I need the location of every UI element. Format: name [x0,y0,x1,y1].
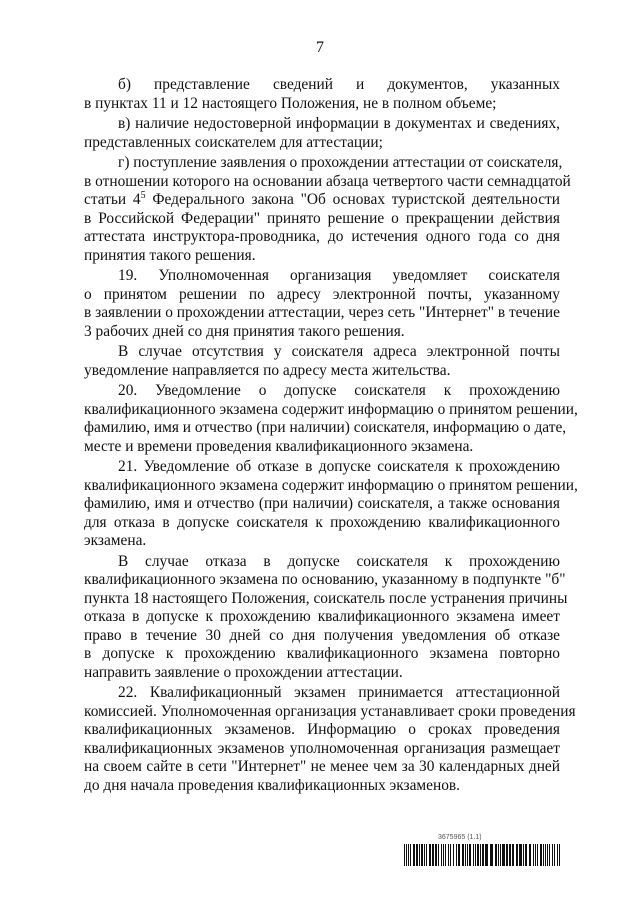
paragraph-19 [84,267,560,341]
barcode-caption: 3675965 (1.1) [438,834,482,841]
barcode-bar [552,844,553,866]
barcode-bar [506,844,508,866]
barcode-bar [537,844,538,866]
barcode-bar [432,844,434,866]
text-line: принятия такого решения. [84,246,256,264]
text-line: отказа в допуске к прохождению квалификационного экзамена имеет [84,608,560,625]
barcode-bar [540,844,542,866]
text-line: комиссией. Уполномоченная организация устанавливает сроки проведения [84,702,576,720]
paragraph-22 [84,684,576,795]
barcode-bar [500,844,501,866]
barcode-bar [462,844,464,866]
barcode-bar [453,844,454,866]
barcode-bar [467,844,468,866]
barcode-bar [529,844,531,866]
barcode-bar [557,844,558,866]
barcode-bar [445,844,446,866]
barcode-bar [416,844,418,866]
barcode-bar [410,844,411,866]
paragraph-19-part-2 [84,343,560,380]
barcode-bar [408,844,409,866]
barcode-bar [475,844,476,866]
text-line: пункта 18 настоящего Положения, соискатель после устранения причины [84,589,568,607]
barcode-bar [482,844,484,866]
text-line: б) представление сведений и документов, указанных [118,76,560,93]
text-line: квалификационных экзаменов. Информацию о сроках проведения [84,721,560,738]
text-line: фамилию, имя и отчество (при наличии) соискателя, информацию о дате, [84,419,567,436]
barcode-bar [498,844,499,866]
text-line: в пунктах 11 и 12 настоящего Положения, не в полном объеме; [84,94,497,112]
barcode-bar [547,844,548,866]
text-line: направить заявление о прохождении аттестации. [84,663,403,681]
barcode-bar [554,844,555,866]
paragraph-21-part-2 [84,552,568,683]
barcode-bar [485,844,488,866]
text-line: 3 рабочих дней со дня принятия такого решения. [84,322,405,340]
barcode-bar [458,844,460,866]
document-body [84,76,578,795]
barcode-bar [465,844,466,866]
paragraph-20 [84,382,578,456]
text-line: в допуске к прохождению квалификационного экзамена повторно [84,645,560,662]
text-line: квалификационного экзамена по основанию, указанному в подпункте "б" [84,571,566,588]
barcode-bar [533,844,534,866]
barcode-bar [519,844,522,866]
barcode-bar [512,844,514,866]
text-line: в отношении которого на основании абзаца четвертого части семнадцатой [84,172,571,190]
barcode-bar [456,844,457,866]
text-line: до дня начала проведения квалификационных экзаменов. [84,776,461,794]
barcode-image [404,844,560,866]
barcode-bar [426,844,427,866]
barcode-bar [543,844,544,866]
barcode-bar [435,844,437,866]
paragraph-21 [84,458,578,551]
text-line: право в течение 30 дней со дня получения уведомления об отказе [84,626,560,644]
text-line: в Российской Федерации" принято решение о прекращении действия [84,209,560,227]
barcode-bar [509,844,511,866]
text-line: квалификационных экзаменов уполномоченная организация размещает [84,739,560,757]
text-line: представленных соискателем для аттестации; [84,133,383,151]
barcode-bar [559,844,560,866]
barcode-bar [438,844,439,866]
text-line: уведомление направляется по адресу места жительства. [84,361,451,379]
barcode-bar [480,844,481,866]
text-line: на своем сайте в сети "Интернет" не менее чем за 30 календарных дней [84,758,560,775]
paragraph-item-v [84,115,560,152]
barcode-bar [441,844,442,866]
paragraph-item-g [84,154,571,265]
barcode-bar [413,844,415,866]
text-line-with-superscript [84,191,560,210]
barcode-bar [535,844,536,866]
barcode-bar [477,844,479,866]
text-line: фамилию, имя и отчество (при наличии) соискателя, а также основания [84,495,560,512]
text-line: 22. Квалификационный экзамен принимается аттестационной [118,684,560,701]
text-line: 20. Уведомление о допуске соискателя к прохождению [118,382,560,399]
text-line: 19. Уполномоченная организация уведомляет соискателя [118,267,560,284]
text-line: месте и времени проведения квалификационного экзамена. [84,437,474,455]
article-superscript: 5 [140,189,146,201]
barcode-bar [406,844,407,866]
text-line: о принятом решении по адресу электронной почты, указанному [84,285,560,303]
text-line: В случае отсутствия у соискателя адреса электронной почты [118,343,560,360]
text-line: для отказа в допуске соискателя к прохождению квалификационного [84,513,560,531]
text-line: в) наличие недостоверной информации в документах и сведениях, [118,115,560,132]
barcode-bar [502,844,505,866]
barcode-bar [490,844,493,866]
barcode-bar [424,844,425,866]
barcode-bar [469,844,471,866]
barcode-bar [473,844,474,866]
article-rest: Федерального закона "Об основах туристской деятельности [145,191,560,208]
text-line: в заявлении о прохождении аттестации, через сеть "Интернет" в течение [84,304,561,321]
barcode-bar [525,844,527,866]
text-line: аттестата инструктора-проводника, до истечения одного года со дня [84,228,560,245]
barcode-bar [523,844,524,866]
text-line: квалификационного экзамена содержит информацию о принятом решении, [84,476,578,494]
barcode-bar [516,844,518,866]
barcode-bar [495,844,497,866]
barcode-bar [419,844,420,866]
article-prefix: статьи 4 [84,191,141,208]
barcode-bar [404,844,405,866]
text-line: В случае отказа в допуске соискателя к прохождению [118,552,560,570]
text-line: 21. Уведомление об отказе в допуске соискателя к прохождению [118,458,560,475]
barcode-bar [450,844,451,866]
barcode-bar [421,844,423,866]
text-line: г) поступление заявления о прохождении аттестации от соискателя, [118,154,563,171]
text-line: квалификационного экзамена содержит информацию о принятом решении, [84,400,578,418]
barcode-bar [549,844,550,866]
paragraph-item-b [84,76,560,113]
barcode-bar [443,844,444,866]
text-line: экзамена. [84,532,147,549]
barcode-bar [448,844,449,866]
page-number: 7 [316,39,324,56]
barcode-bar [429,844,431,866]
barcode-bar [545,844,546,866]
